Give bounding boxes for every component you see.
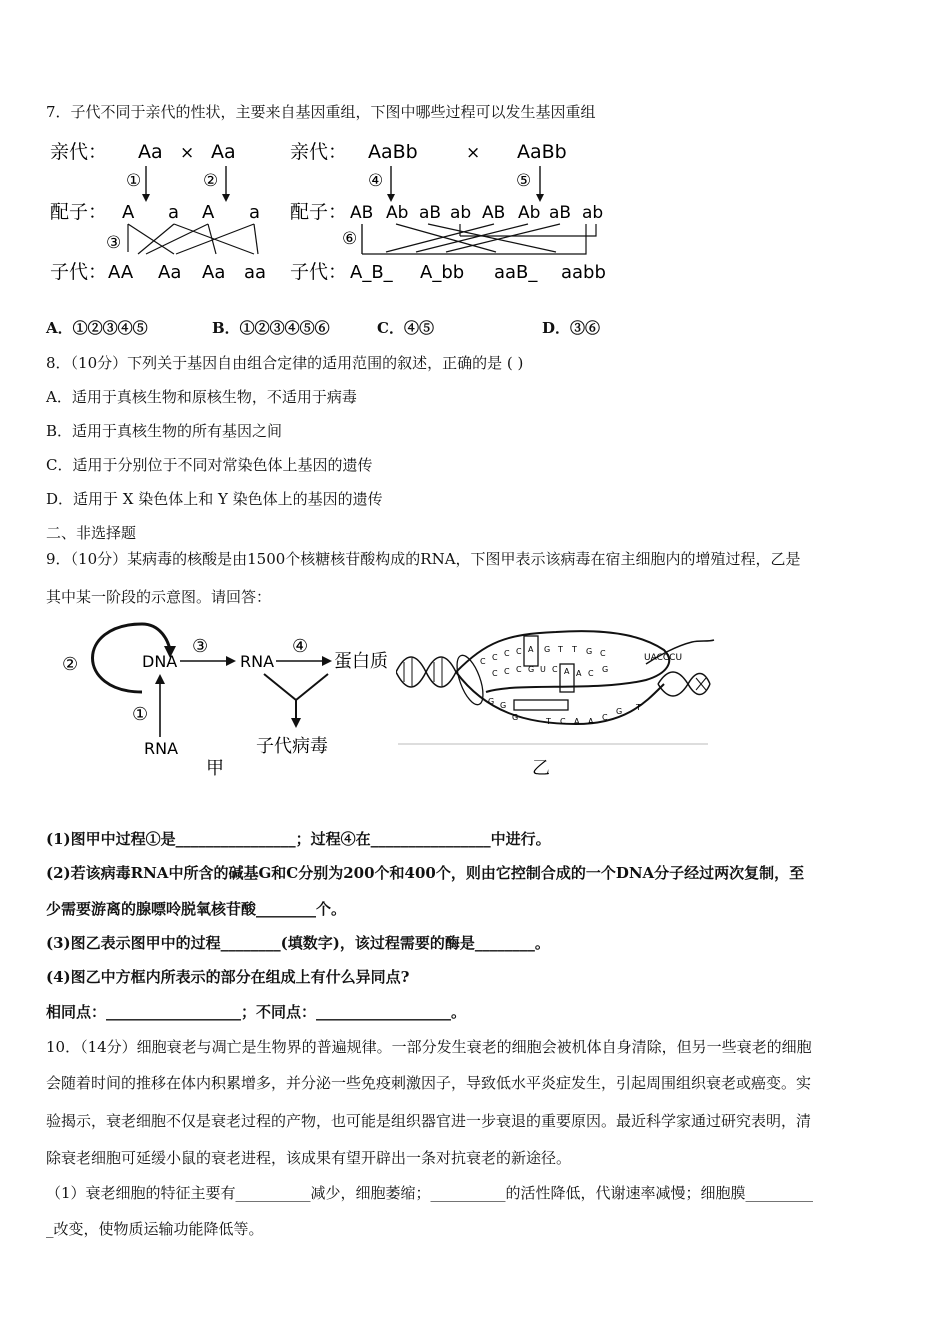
q7-left-gamete: a <box>168 202 180 223</box>
q7-option-d[interactable]: D．③⑥ <box>542 319 601 337</box>
yi-tail: UACCCU <box>644 653 683 663</box>
q7-left-diagram <box>46 136 276 286</box>
q10-line3: 验揭示，衰老细胞不仅是衰老过程的产物，也可能是组织器官进一步衰退的重要原因。最近科学家通过研究表明，清 <box>46 1112 812 1130</box>
q7-right-cross: × <box>466 143 481 163</box>
q7-left-gamete: a <box>249 202 261 223</box>
q7-right-pairing-lines <box>362 224 596 254</box>
q8-option-b[interactable]: B．适用于真核生物的所有基因之间 <box>46 422 283 440</box>
q7-right-gamete: AB <box>350 203 374 223</box>
jia-offspring-virus: 子代病毒 <box>256 736 328 757</box>
yi-mid-base: G <box>602 665 609 674</box>
yi-top-base: C <box>480 657 486 666</box>
q7-left-pairing-lines <box>128 224 258 254</box>
yi-bot-base: C <box>602 713 608 722</box>
yi-mid-base: U <box>540 665 546 674</box>
q7-left-p1: Aa <box>138 141 163 163</box>
yi-top-bases <box>480 645 606 666</box>
yi-bot-bases <box>488 697 622 726</box>
q7-left-step3: ③ <box>106 233 122 253</box>
q7-right-gamete: Ab <box>518 203 541 223</box>
q8-stem: 8．（10分）下列关于基因自由组合定律的适用范围的叙述，正确的是 ( ) <box>46 354 524 372</box>
jia-caption: 甲 <box>206 758 224 779</box>
q7-right-gamete: ab <box>582 203 604 223</box>
yi-bot-base: G <box>512 713 519 722</box>
q7-option-c[interactable]: C．④⑤ <box>377 319 434 337</box>
yi-bot-base: G <box>616 707 623 716</box>
q7-right-step5: ⑤ <box>516 171 532 191</box>
q7-left-parent-label: 亲代： <box>50 141 108 163</box>
q7-left-offspring: Aa <box>158 262 182 283</box>
yi-top-base: A <box>528 645 534 654</box>
yi-mid-base: C <box>588 669 594 678</box>
q7-left-step1: ① <box>126 171 142 191</box>
q7-right-offspring: A_B_ <box>350 262 393 283</box>
q7-right-diagram <box>286 136 616 286</box>
q7-right-parent-label: 亲代： <box>290 141 348 163</box>
q8-option-d[interactable]: D．适用于 X 染色体上和 Y 染色体上的基因的遗传 <box>46 490 383 508</box>
q7-left-offspring: Aa <box>202 262 226 283</box>
jia-protein: 蛋白质 <box>334 651 388 672</box>
yi-top-base: G <box>586 647 593 656</box>
q10-line4: 除衰老细胞可延缓小鼠的衰老进程，该成果有望开辟出一条对抗衰老的新途径。 <box>46 1149 572 1167</box>
q7-left-p2: Aa <box>211 141 236 163</box>
jia-dna: DNA <box>142 652 178 671</box>
yi-mid-base: C <box>552 665 558 674</box>
q8-option-a[interactable]: A．适用于真核生物和原核生物，不适用于病毒 <box>46 388 357 406</box>
q8-option-c[interactable]: C．适用于分别位于不同对常染色体上基因的遗传 <box>46 456 373 474</box>
q7-right-step6: ⑥ <box>342 229 358 249</box>
yi-bot-base: G <box>488 697 495 706</box>
jia-n3: ③ <box>192 636 209 657</box>
q7-left-offspring: AA <box>108 262 134 283</box>
yi-mid-base: A <box>576 669 582 678</box>
q7-left-step2: ② <box>203 171 219 191</box>
q7-left-cross: × <box>180 143 195 163</box>
q9-sub3: (3)图乙表示图甲中的过程________(填数字)，该过程需要的酶是________。 <box>46 934 550 952</box>
yi-top-base: C <box>600 649 606 658</box>
yi-top-base: C <box>516 647 522 656</box>
yi-mid-bases <box>492 665 608 678</box>
q7-right-gamete: AB <box>482 203 506 223</box>
q7-left-offspring: aa <box>244 262 267 283</box>
yi-top-base: T <box>572 645 577 654</box>
yi-mid-base: C <box>504 667 510 676</box>
q9-sub2-line2: 少需要游离的腺嘌呤脱氧核苷酸________个。 <box>46 900 347 918</box>
yi-bot-base: C <box>560 717 566 726</box>
q7-stem: 7．子代不同于亲代的性状，主要来自基因重组，下图中哪些过程可以发生基因重组 <box>46 103 596 121</box>
yi-mid-base: G <box>528 665 535 674</box>
yi-mid-base: C <box>492 669 498 678</box>
jia-rna-mid: RNA <box>240 652 275 671</box>
q7-right-gamete: ab <box>450 203 472 223</box>
yi-bot-base: G <box>500 701 507 710</box>
jia-n2: ② <box>62 654 79 675</box>
q9-diagram-yi <box>396 612 716 784</box>
yi-bot-base: A <box>574 717 580 726</box>
q7-right-offspring-label: 子代： <box>290 261 348 283</box>
q7-right-gamete-label: 配子： <box>290 201 348 223</box>
q7-right-gamete: Ab <box>386 203 409 223</box>
q7-option-b[interactable]: B．①②③④⑤⑥ <box>212 319 330 337</box>
q9-sub2-line1: (2)若该病毒RNA中所含的碱基G和C分别为200个和400个，则由它控制合成的一个DNA分子经过两次复制，至 <box>46 864 805 882</box>
yi-bot-base: T <box>546 717 551 726</box>
q9-diagram-jia <box>56 612 396 784</box>
q10-sub1-line1: （1）衰老细胞的特征主要有__________减少，细胞萎缩；__________的活性降低，代谢速率减慢；细胞膜_________ <box>46 1184 814 1202</box>
yi-top-base: T <box>558 645 563 654</box>
q9-sub1: (1)图甲中过程①是________________；过程④在________________中进行。 <box>46 830 551 848</box>
q9-stem-line2: 其中某一阶段的示意图。请回答： <box>46 588 272 606</box>
yi-top-base: C <box>504 649 510 658</box>
q7-left-gamete: A <box>202 202 215 223</box>
q9-stem-line1: 9．（10分）某病毒的核酸是由1500个核糖核苷酸构成的RNA，下图甲表示该病毒在宿主细胞内的增殖过程，乙是 <box>46 550 801 568</box>
q7-right-offspring: aabb <box>561 262 606 283</box>
q7-right-offspring: A_bb <box>420 262 465 283</box>
q7-right-p2: AaBb <box>517 141 567 163</box>
jia-n1: ① <box>132 704 149 725</box>
yi-side: T <box>636 703 641 712</box>
q10-line2: 会随着时间的推移在体内积累增多，并分泌一些免疫刺激因子，导致低水平炎症发生，引起周围组织衰老或癌变。实 <box>46 1074 812 1092</box>
q9-sub4: (4)图乙中方框内所表示的部分在组成上有什么异同点? <box>46 968 410 986</box>
q10-line1: 10．（14分）细胞衰老与凋亡是生物界的普遍规律。一部分发生衰老的细胞会被机体自身清除，但另一些衰老的细胞 <box>46 1038 812 1056</box>
yi-mid-base: A <box>564 667 570 676</box>
q7-option-a[interactable]: A．①②③④⑤ <box>46 319 148 337</box>
jia-n4: ④ <box>292 636 309 657</box>
q7-left-gamete: A <box>122 202 135 223</box>
q7-left-offspring-label: 子代： <box>50 261 108 283</box>
yi-mid-base: C <box>516 665 522 674</box>
jia-rna-bottom: RNA <box>144 739 179 758</box>
q7-left-gamete-label: 配子： <box>50 201 108 223</box>
yi-top-base: C <box>492 653 498 662</box>
q7-right-gamete: aB <box>419 203 442 223</box>
q9-sub4-answer: 相同点：__________________；不同点：__________________。 <box>46 1003 467 1021</box>
q7-right-offspring: aaB_ <box>494 262 538 283</box>
q10-sub1-line2: _改变，使物质运输功能降低等。 <box>46 1220 264 1238</box>
q7-right-gamete: aB <box>549 203 572 223</box>
q7-right-step4: ④ <box>368 171 384 191</box>
q7-right-p1: AaBb <box>368 141 418 163</box>
section-heading: 二、非选择题 <box>46 524 137 542</box>
yi-bot-base: A <box>588 717 594 726</box>
yi-top-base: G <box>544 645 551 654</box>
yi-caption: 乙 <box>532 758 550 779</box>
